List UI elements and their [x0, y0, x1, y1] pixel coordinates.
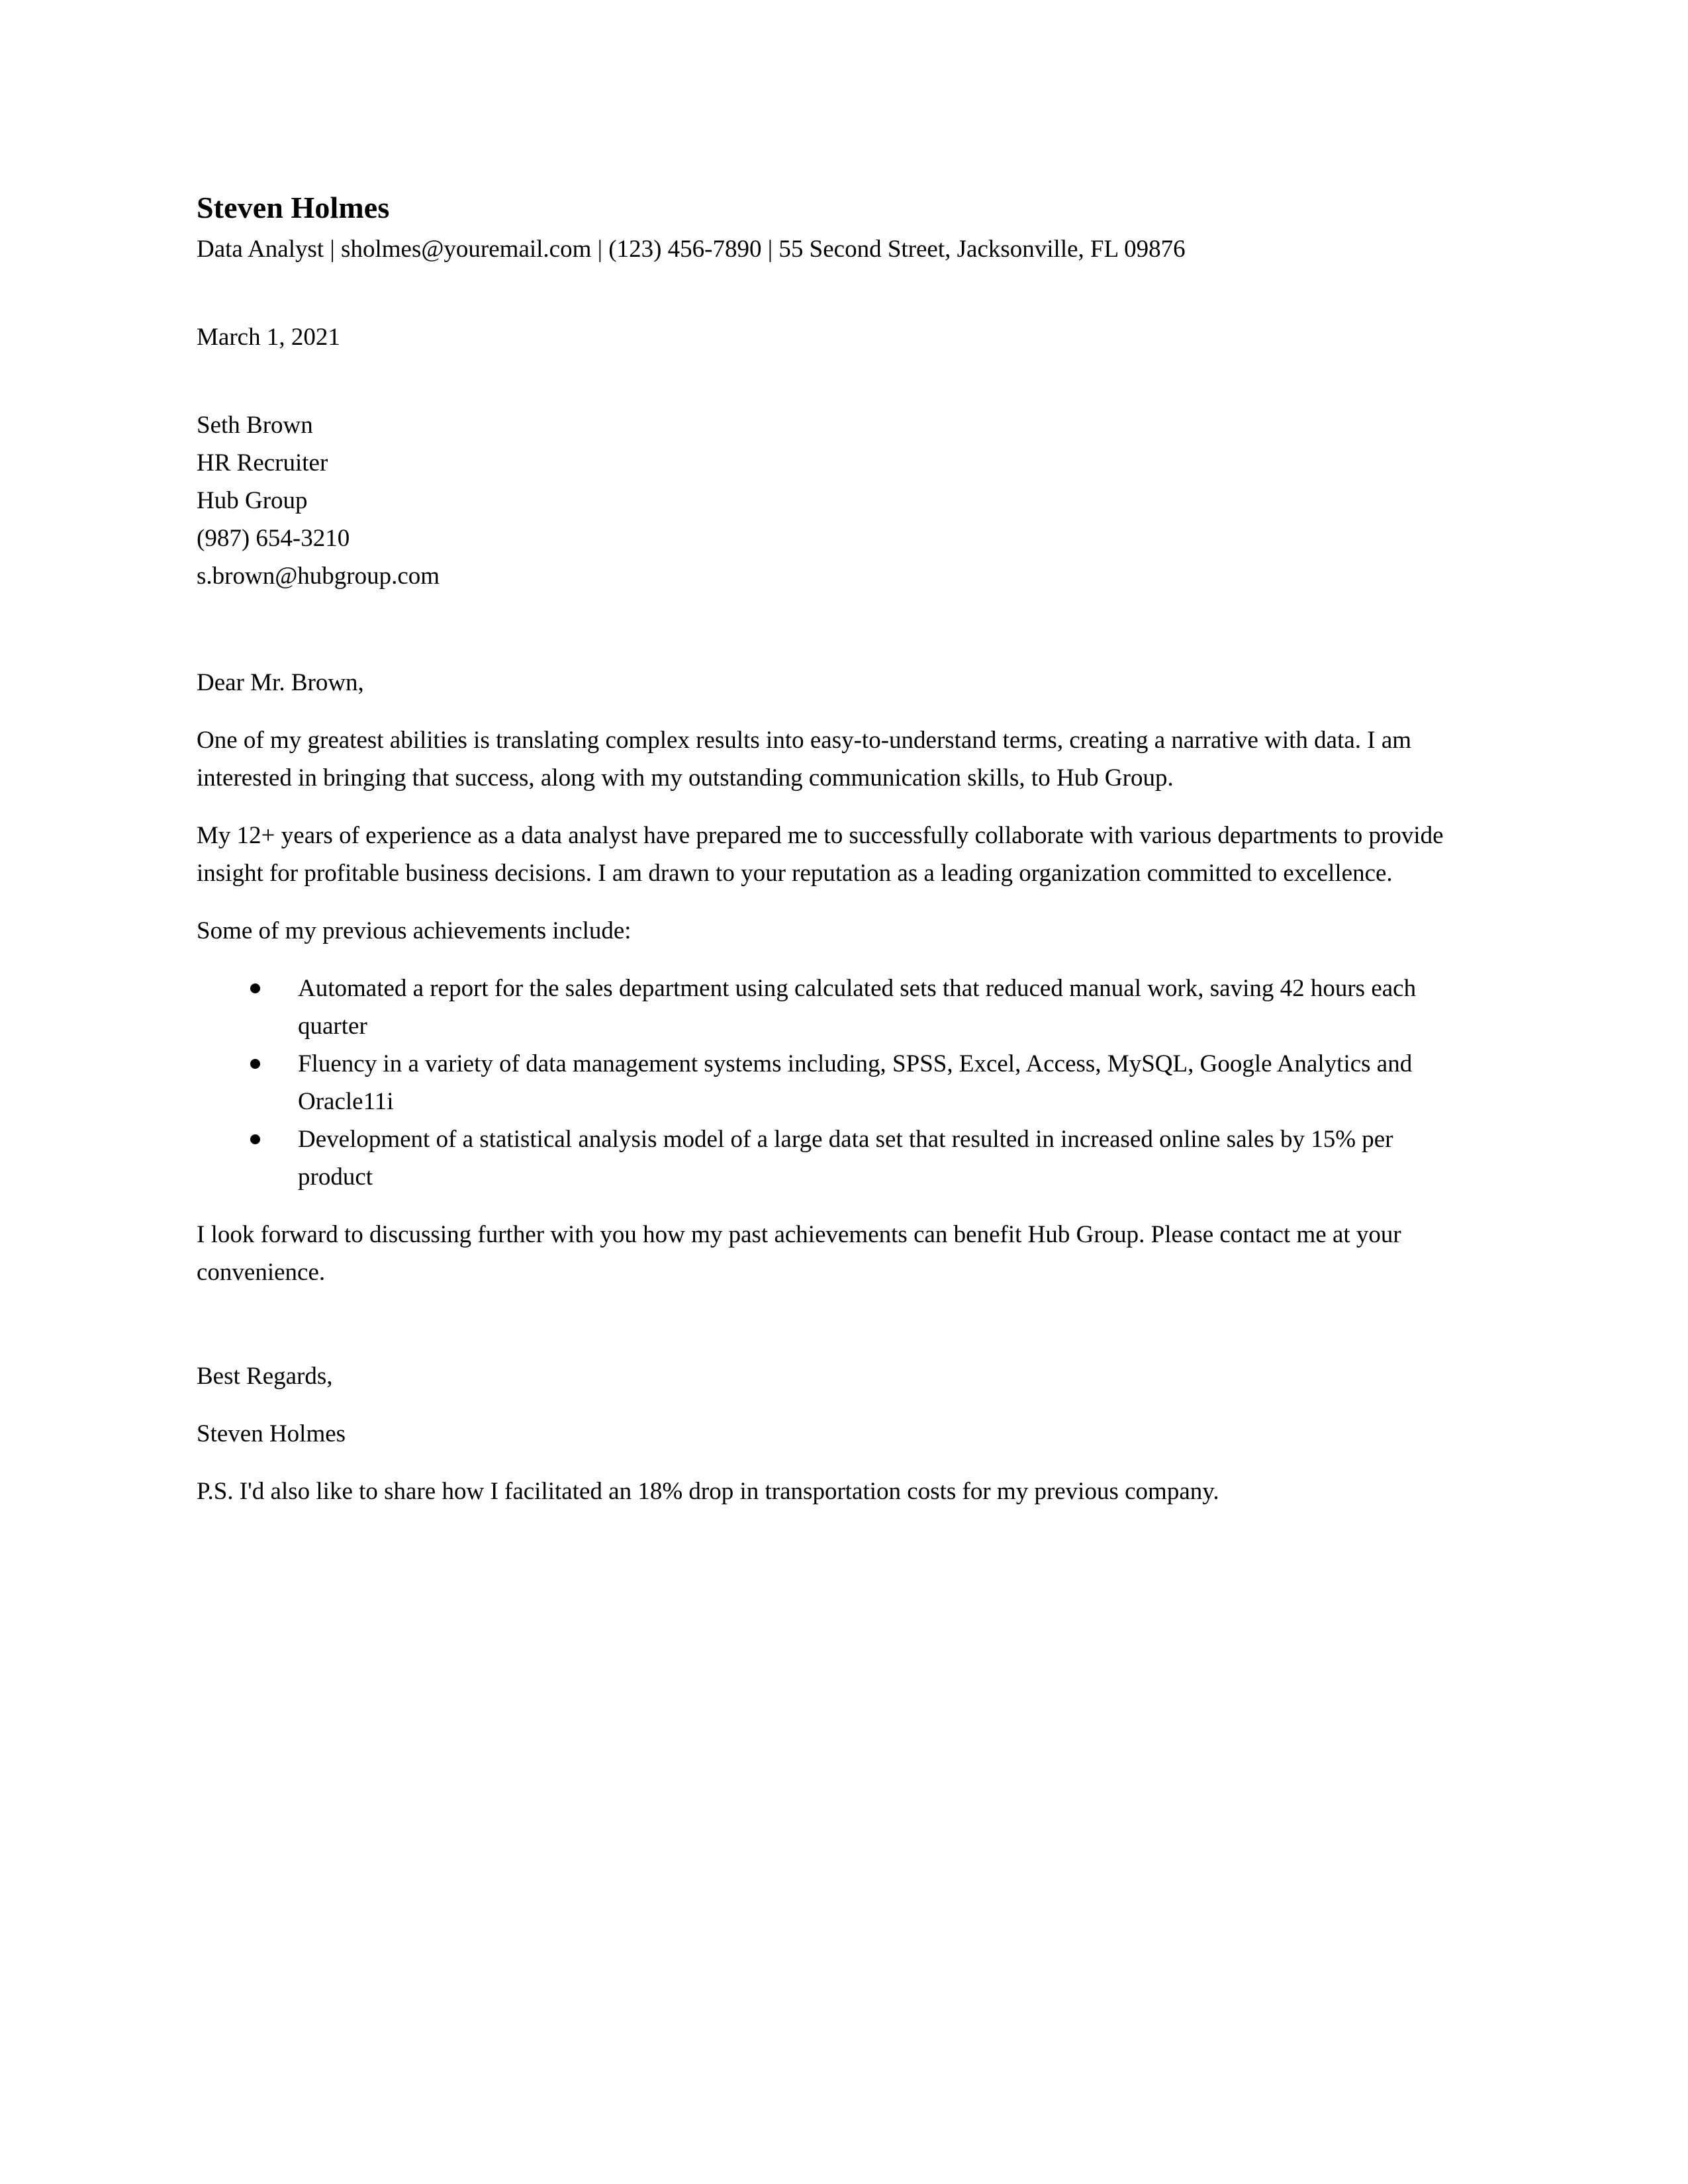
bullet-icon	[250, 1059, 260, 1069]
paragraph-closing: I look forward to discussing further with you how my past achievements can benefit Hub Group. Please contact me at your convenience.	[197, 1221, 1401, 1286]
list-item-text: Automated a report for the sales department using calculated sets that reduced manual work, saving 42 hours each quarter	[298, 975, 1417, 1040]
valediction: Best Regards,	[197, 1363, 333, 1390]
sender-name: Steven Holmes	[197, 191, 390, 224]
achievements-list	[197, 970, 1444, 1196]
bullet-icon	[250, 983, 260, 993]
letter-content	[197, 189, 1444, 1510]
list-item	[197, 970, 1444, 1045]
list-item	[197, 1045, 1444, 1120]
signature-name: Steven Holmes	[197, 1420, 346, 1447]
bullet-icon	[250, 1134, 260, 1144]
recipient-name: Seth Brown	[197, 412, 313, 439]
letter-date: March 1, 2021	[197, 324, 340, 351]
recipient-block	[197, 406, 1444, 595]
recipient-company: Hub Group	[197, 487, 308, 514]
sender-contact-line: Data Analyst | sholmes@youremail.com | (123) 456-7890 | 55 Second Street, Jacksonville, FL 09876	[197, 236, 1186, 263]
list-item-text: Development of a statistical analysis model of a large data set that resulted in increased online sales by 15% per product	[298, 1126, 1393, 1191]
recipient-title: HR Recruiter	[197, 449, 328, 477]
list-item-text: Fluency in a variety of data management systems including, SPSS, Excel, Access, MySQL, Google Analytics and Oracle11i	[298, 1050, 1413, 1115]
paragraph-intro: One of my greatest abilities is translating complex results into easy-to-understand terms, creating a narrative with data. I am interested in bringing that success, along with my outstanding communication skills, to Hub Group.	[197, 727, 1412, 792]
postscript: P.S. I'd also like to share how I facilitated an 18% drop in transportation costs for my previous company.	[197, 1478, 1219, 1505]
paragraph-achievements-lead: Some of my previous achievements include:	[197, 917, 632, 944]
list-item	[197, 1120, 1444, 1196]
salutation: Dear Mr. Brown,	[197, 669, 364, 696]
recipient-phone: (987) 654-3210	[197, 525, 350, 552]
recipient-email: s.brown@hubgroup.com	[197, 563, 440, 590]
paragraph-experience: My 12+ years of experience as a data analyst have prepared me to successfully collaborate with various departments to provide insight for profitable business decisions. I am drawn to your reputation as a leading organization committed to excellence.	[197, 822, 1444, 887]
sign-off-block	[197, 1357, 1444, 1510]
